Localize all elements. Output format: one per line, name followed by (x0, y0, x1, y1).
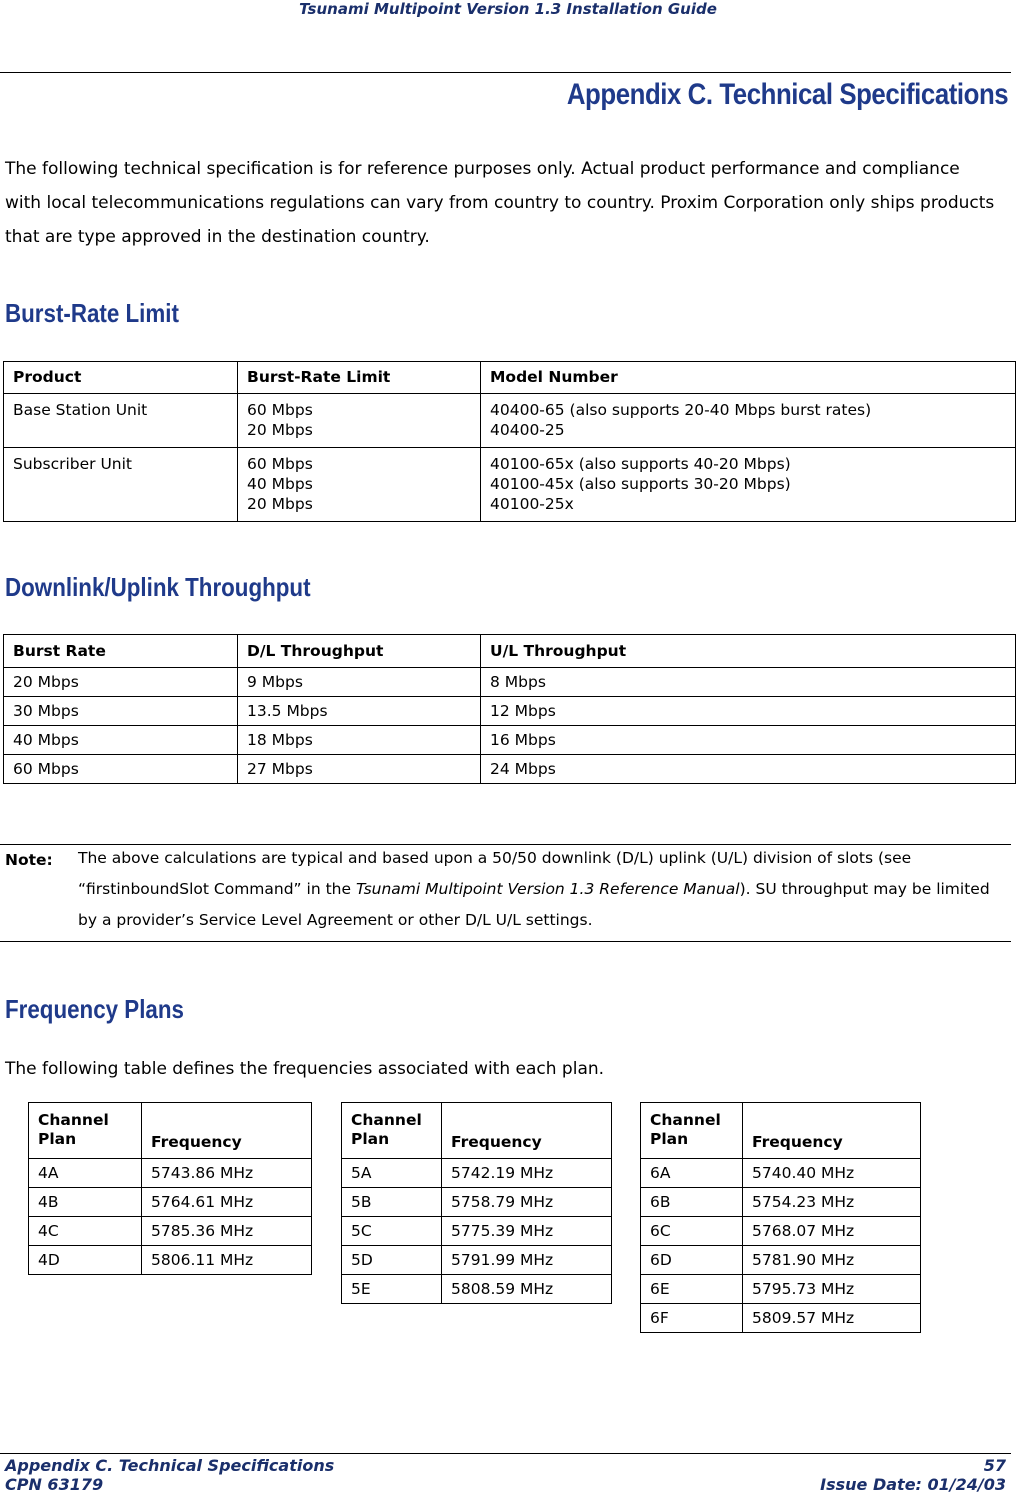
column-header: U/L Throughput (481, 635, 1016, 668)
throughput-table (3, 634, 1016, 784)
column-header-plan: Channel Plan (641, 1103, 743, 1159)
intro-paragraph: The following technical specification is for reference purposes only. Actual product performance and compliance with local telecommunications regulations can vary from country to country. Proxim Corporation only ships products that are type approved in the destination country. (5, 159, 995, 247)
table-row (4, 394, 1016, 448)
table-row: 5A 5742.19 MHz (342, 1159, 612, 1188)
burst-rate-table (3, 361, 1016, 522)
table-row: 6E 5795.73 MHz (641, 1275, 921, 1304)
table-row (4, 697, 1016, 726)
table-row: 5D 5791.99 MHz (342, 1246, 612, 1275)
table-row: 6F 5809.57 MHz (641, 1304, 921, 1333)
limit-value: 60 Mbps (247, 455, 313, 473)
cell: 13.5 Mbps (238, 697, 481, 726)
table-header-row (4, 362, 1016, 394)
cell: 9 Mbps (238, 668, 481, 697)
limit-value: 20 Mbps (247, 495, 313, 513)
cell: 8 Mbps (481, 668, 1016, 697)
header-rule (0, 72, 1011, 73)
cell: 12 Mbps (481, 697, 1016, 726)
footer-rule (0, 1453, 1011, 1454)
table-row: 4A 5743.86 MHz (29, 1159, 312, 1188)
cell: 20 Mbps (4, 668, 238, 697)
table-header-row (29, 1103, 312, 1159)
cell: 24 Mbps (481, 755, 1016, 784)
section-heading-burst: Burst-Rate Limit (5, 298, 179, 328)
frequency-table-5 (341, 1102, 612, 1304)
page-number: 57 (983, 1456, 1006, 1475)
page-title: Appendix C. Technical Specifications (566, 78, 1008, 111)
table-row (4, 448, 1016, 522)
section-heading-throughput: Downlink/Uplink Throughput (5, 572, 311, 602)
footer-section: Appendix C. Technical Specifications (5, 1456, 335, 1475)
reference-manual-title: Tsunami Multipoint Version 1.3 Reference Manual (355, 880, 740, 898)
column-header: Product (4, 362, 238, 394)
table-header-row (641, 1103, 921, 1159)
model-value: 40100-25x (490, 495, 574, 513)
cell: 60 Mbps (4, 755, 238, 784)
footer-cpn: CPN 63179 (5, 1475, 104, 1494)
model-value: 40100-45x (also supports 30-20 Mbps) (490, 475, 791, 493)
cell: 18 Mbps (238, 726, 481, 755)
table-row: 6B 5754.23 MHz (641, 1188, 921, 1217)
column-header: Model Number (481, 362, 1016, 394)
cell-models (481, 448, 1016, 522)
table-row (4, 755, 1016, 784)
limit-value: 60 Mbps (247, 401, 313, 419)
table-row: 5B 5758.79 MHz (342, 1188, 612, 1217)
note-text: The above calculations are typical and based upon a 50/50 downlink (D/L) uplink (U/L) division of slots (see “firstinboundSlot Command” in the Tsunami Multipoint Version 1.3 Reference Manual). SU throughput may be limited by a provider’s Service Level Agreement or other D/L U/L settings. (78, 849, 990, 929)
table-row: 6A 5740.40 MHz (641, 1159, 921, 1188)
table-row: 6D 5781.90 MHz (641, 1246, 921, 1275)
column-header-plan: Channel Plan (29, 1103, 142, 1159)
table-row: 6C 5768.07 MHz (641, 1217, 921, 1246)
section-heading-frequency: Frequency Plans (5, 994, 184, 1024)
table-row (4, 726, 1016, 755)
table-row: 5C 5775.39 MHz (342, 1217, 612, 1246)
column-header: D/L Throughput (238, 635, 481, 668)
model-value: 40400-25 (490, 421, 565, 439)
cell: 40 Mbps (4, 726, 238, 755)
table-row: 5E 5808.59 MHz (342, 1275, 612, 1304)
table-row: 4D 5806.11 MHz (29, 1246, 312, 1275)
column-header-frequency: Frequency (142, 1103, 312, 1159)
table-row (4, 668, 1016, 697)
note-label: Note: (5, 851, 53, 869)
cell-limits (238, 394, 481, 448)
column-header: Burst-Rate Limit (238, 362, 481, 394)
table-row: 4B 5764.61 MHz (29, 1188, 312, 1217)
table-header-row (342, 1103, 612, 1159)
limit-value: 20 Mbps (247, 421, 313, 439)
model-value: 40100-65x (also supports 40-20 Mbps) (490, 455, 791, 473)
running-header: Tsunami Multipoint Version 1.3 Installation Guide (299, 0, 717, 18)
cell-models (481, 394, 1016, 448)
cell-product: Base Station Unit (4, 394, 238, 448)
column-header-frequency: Frequency (743, 1103, 921, 1159)
column-header-plan: Channel Plan (342, 1103, 442, 1159)
cell-product: Subscriber Unit (4, 448, 238, 522)
cell: 16 Mbps (481, 726, 1016, 755)
frequency-table-6 (640, 1102, 921, 1333)
column-header: Burst Rate (4, 635, 238, 668)
table-row: 4C 5785.36 MHz (29, 1217, 312, 1246)
note-bottom-rule (0, 941, 1011, 942)
footer-issue-date: Issue Date: 01/24/03 (820, 1475, 1006, 1494)
model-value: 40400-65 (also supports 20-40 Mbps burst rates) (490, 401, 872, 419)
frequency-table-4 (28, 1102, 312, 1275)
cell: 30 Mbps (4, 697, 238, 726)
limit-value: 40 Mbps (247, 475, 313, 493)
column-header-frequency: Frequency (442, 1103, 612, 1159)
table-header-row (4, 635, 1016, 668)
frequency-intro: The following table defines the frequencies associated with each plan. (5, 1059, 605, 1079)
cell: 27 Mbps (238, 755, 481, 784)
cell-limits (238, 448, 481, 522)
